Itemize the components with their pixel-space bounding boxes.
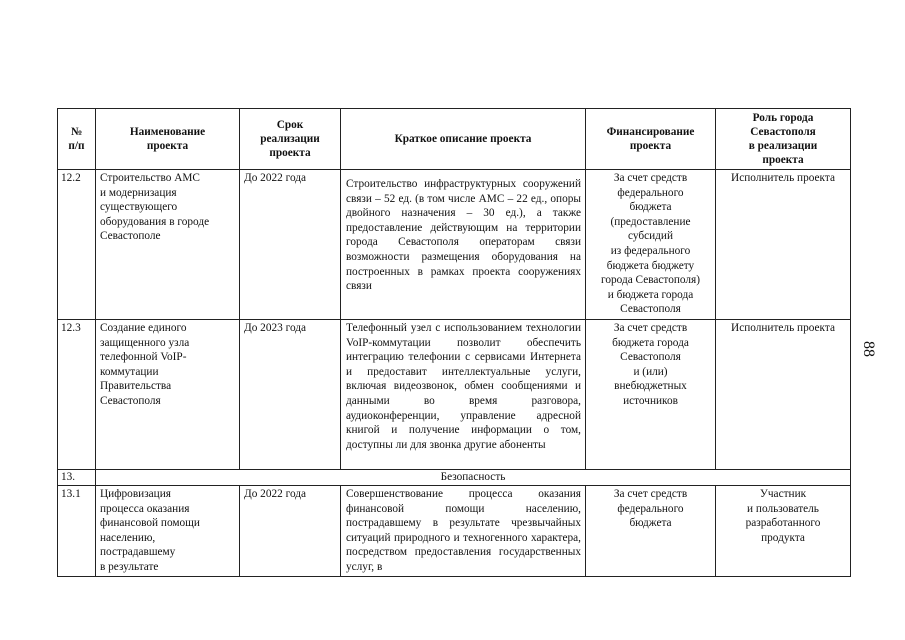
row-name: Строительство АМС и модернизация существующего оборудования в городе Севастополе	[96, 170, 240, 320]
header-num: № п/п	[58, 109, 96, 170]
page-number: 88	[860, 341, 877, 357]
row-name: Цифровизация процесса оказания финансовой помощи населению, пострадавшему в результате	[96, 486, 240, 577]
section-title: Безопасность	[96, 470, 851, 486]
table-row	[58, 320, 851, 470]
section-row	[58, 470, 851, 486]
section-num: 13.	[58, 470, 96, 486]
row-role: Исполнитель проекта	[716, 170, 851, 320]
header-role: Роль города Севастополя в реализации проекта	[716, 109, 851, 170]
row-name: Создание единого защищенного узла телефонной VoIP- коммутации Правительства Севастополя	[96, 320, 240, 470]
row-description: Телефонный узел с использованием технологии VoIP-коммутации позволит обеспечить интеграцию телефонии с сервисами Интернета и предоставит интеллектуальные услуги, включая видеозвонок, обмен сообщениями и данными во время разговора, аудиоконференции, управление адресной книгой и получение информации о том, доступны ли для звонка другие абоненты	[341, 320, 586, 470]
header-term: Срок реализации проекта	[240, 109, 341, 170]
table-row	[58, 486, 851, 577]
row-financing: За счет средств федерального бюджета (предоставление субсидий из федерального бюджета бюджету города Севастополя) и бюджета города Севастополя	[586, 170, 716, 320]
header-name: Наименование проекта	[96, 109, 240, 170]
row-term: До 2023 года	[240, 320, 341, 470]
row-term: До 2022 года	[240, 170, 341, 320]
projects-table	[57, 108, 851, 577]
table-header	[58, 109, 851, 170]
row-description: Строительство инфраструктурных сооружений связи – 52 ед. (в том числе АМС – 22 ед., опоры двойного назначения – 30 ед.), а также предоставление действующим на территории города Севастополя операторам связи возможности размещения оборудования на построенных в рамках проекта сооружениях связи	[341, 170, 586, 320]
row-num: 12.2	[58, 170, 96, 320]
row-num: 12.3	[58, 320, 96, 470]
header-description: Краткое описание проекта	[341, 109, 586, 170]
row-financing: За счет средств федерального бюджета	[586, 486, 716, 577]
row-financing: За счет средств бюджета города Севастополя и (или) внебюджетных источников	[586, 320, 716, 470]
row-term: До 2022 года	[240, 486, 341, 577]
row-role: Исполнитель проекта	[716, 320, 851, 470]
row-role: Участник и пользователь разработанного продукта	[716, 486, 851, 577]
header-financing: Финансирование проекта	[586, 109, 716, 170]
row-num: 13.1	[58, 486, 96, 577]
table-row	[58, 170, 851, 320]
row-description: Совершенствование процесса оказания финансовой помощи населению, пострадавшему в результате чрезвычайных ситуаций природного и техногенного характера, посредством предоставления государственных услуг, в	[341, 486, 586, 577]
